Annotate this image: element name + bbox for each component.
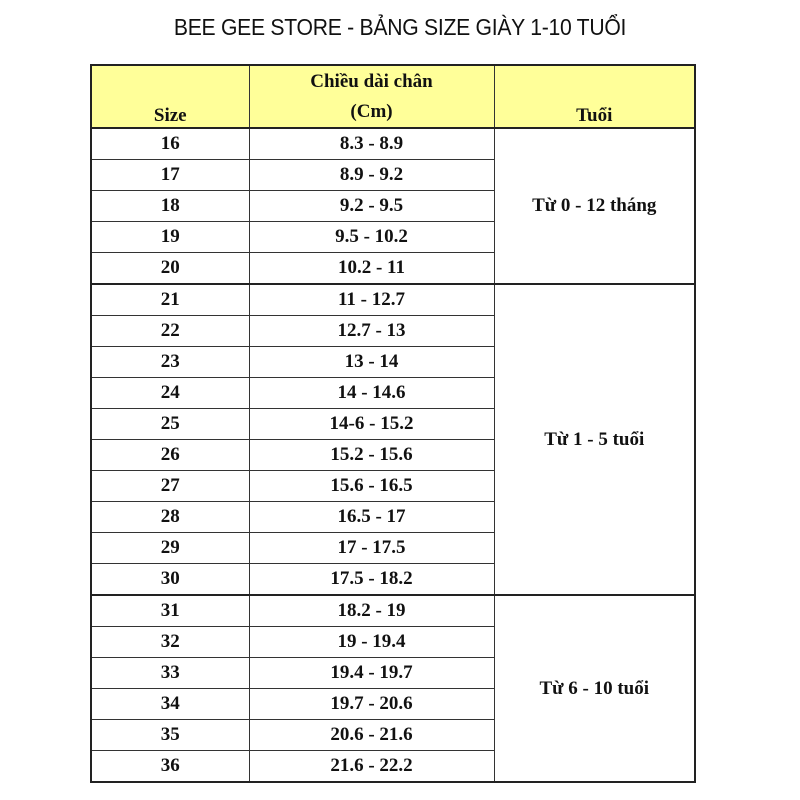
table-row (91, 595, 695, 627)
size-cell: 25 (91, 409, 249, 440)
size-cell: 23 (91, 347, 249, 378)
page-title: BEE GEE STORE - BẢNG SIZE GIÀY 1-10 TUỔI (173, 14, 627, 40)
foot-length-cell: 19.4 - 19.7 (249, 658, 494, 689)
table-body (91, 128, 695, 782)
size-cell: 18 (91, 191, 249, 222)
age-range-cell: Từ 6 - 10 tuổi (494, 595, 695, 782)
table-row (91, 284, 695, 316)
size-cell: 30 (91, 564, 249, 596)
header-foot-length-label: Chiều dài chân (310, 70, 433, 92)
size-cell: 34 (91, 689, 249, 720)
size-cell: 33 (91, 658, 249, 689)
size-cell: 26 (91, 440, 249, 471)
foot-length-cell: 8.9 - 9.2 (249, 160, 494, 191)
size-cell: 21 (91, 284, 249, 316)
size-cell: 19 (91, 222, 249, 253)
size-cell: 32 (91, 627, 249, 658)
foot-length-cell: 11 - 12.7 (249, 284, 494, 316)
size-cell: 31 (91, 595, 249, 627)
foot-length-cell: 9.2 - 9.5 (249, 191, 494, 222)
size-cell: 16 (91, 128, 249, 160)
size-cell: 17 (91, 160, 249, 191)
foot-length-cell: 13 - 14 (249, 347, 494, 378)
size-cell: 35 (91, 720, 249, 751)
foot-length-cell: 9.5 - 10.2 (249, 222, 494, 253)
foot-length-cell: 20.6 - 21.6 (249, 720, 494, 751)
header-foot-length-unit: (Cm) (350, 100, 393, 122)
header-foot-length (249, 65, 494, 128)
size-chart-table (90, 64, 696, 783)
size-cell: 22 (91, 316, 249, 347)
size-cell: 20 (91, 253, 249, 285)
foot-length-cell: 14-6 - 15.2 (249, 409, 494, 440)
size-cell: 36 (91, 751, 249, 783)
foot-length-cell: 18.2 - 19 (249, 595, 494, 627)
foot-length-cell: 15.2 - 15.6 (249, 440, 494, 471)
foot-length-cell: 19.7 - 20.6 (249, 689, 494, 720)
foot-length-cell: 15.6 - 16.5 (249, 471, 494, 502)
size-cell: 29 (91, 533, 249, 564)
age-range-cell: Từ 1 - 5 tuổi (494, 284, 695, 595)
size-cell: 24 (91, 378, 249, 409)
size-cell: 28 (91, 502, 249, 533)
foot-length-cell: 12.7 - 13 (249, 316, 494, 347)
foot-length-cell: 10.2 - 11 (249, 253, 494, 285)
foot-length-cell: 17 - 17.5 (249, 533, 494, 564)
table-header-row (91, 65, 695, 128)
table-row (91, 128, 695, 160)
header-size: Size (91, 65, 249, 128)
foot-length-cell: 8.3 - 8.9 (249, 128, 494, 160)
age-range-cell: Từ 0 - 12 tháng (494, 128, 695, 284)
foot-length-cell: 21.6 - 22.2 (249, 751, 494, 783)
foot-length-cell: 17.5 - 18.2 (249, 564, 494, 596)
foot-length-cell: 16.5 - 17 (249, 502, 494, 533)
foot-length-cell: 19 - 19.4 (249, 627, 494, 658)
header-age: Tuổi (494, 65, 695, 128)
size-cell: 27 (91, 471, 249, 502)
foot-length-cell: 14 - 14.6 (249, 378, 494, 409)
